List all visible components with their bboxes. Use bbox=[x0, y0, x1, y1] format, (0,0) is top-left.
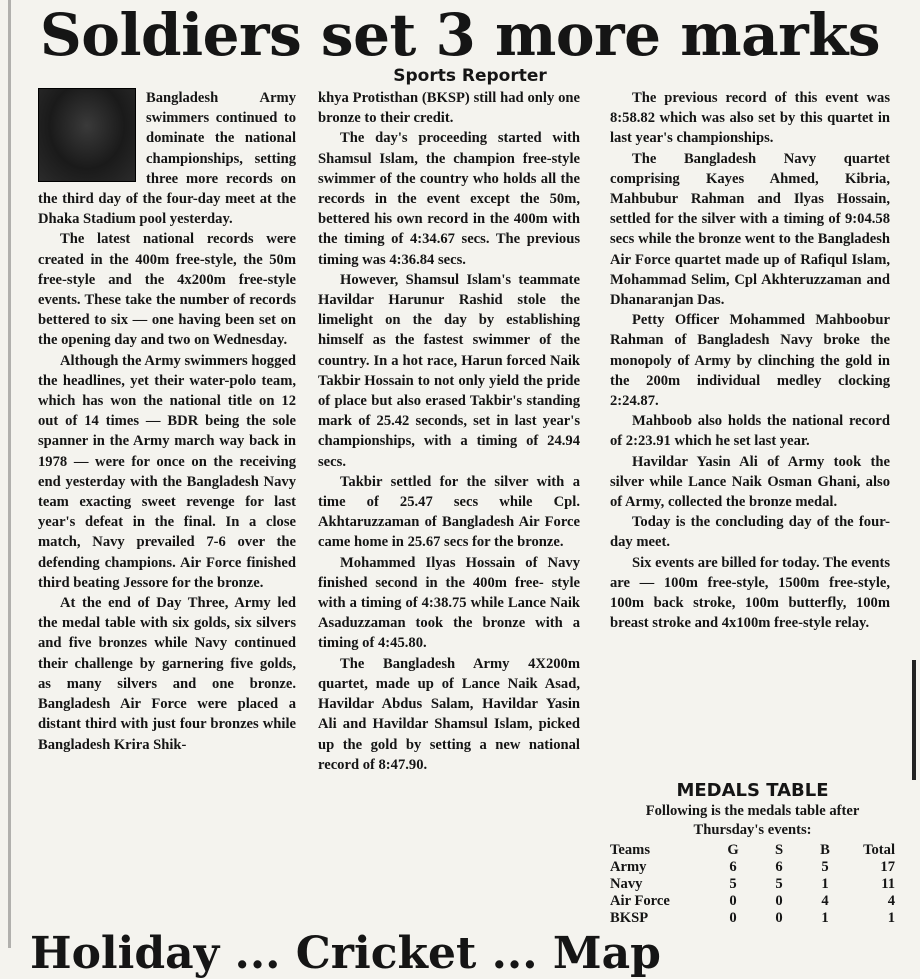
paragraph: Mahboob also holds the national record of 2:23.91 which he set last year. bbox=[610, 413, 890, 450]
bronze-cell: 5 bbox=[821, 859, 829, 875]
paragraph: Mohammed Ilyas Hossain of Navy finished second in the 400m free- style with a timing of 4:38.75 while Lance Naik Asaduzzaman took the bronze with a timing of 4:45.80. bbox=[318, 554, 580, 652]
gold-cell: 0 bbox=[729, 910, 737, 926]
paragraph: Today is the concluding day of the four-day meet. bbox=[610, 514, 890, 551]
paragraph: Petty Officer Mohammed Mahboobur Rahman of Bangladesh Navy broke the monopoly of Army by clinching the gold in the 200m individual medley clocking 2:24.87. bbox=[610, 312, 890, 410]
table-row bbox=[610, 893, 895, 910]
gold-cell: 5 bbox=[729, 876, 737, 892]
silver-cell: 6 bbox=[775, 859, 783, 875]
bronze-cell: 4 bbox=[821, 893, 829, 909]
medals-table bbox=[610, 842, 895, 927]
silver-cell: 0 bbox=[775, 910, 783, 926]
gold-cell: 0 bbox=[729, 893, 737, 909]
column-header: B bbox=[820, 842, 830, 858]
bronze-cell: 1 bbox=[821, 910, 829, 926]
total-cell: 4 bbox=[887, 893, 895, 909]
paragraph: At the end of Day Three, Army led the medal table with six golds, six silvers and five bronzes while Navy continued their challenge by garnering five golds, as many silvers and one bronze. Bangladesh Air Force were placed a distant third with just four bronzes while Bangladesh Krira Shik- bbox=[38, 595, 296, 753]
paragraph: The day's proceeding started with Shamsul Islam, the champion free-style swimmer of the country who holds all the records in the event except the 50m, bettered his own record in the 400m with the timing of 4:34.67 secs. The previous timing was 4:36.84 secs. bbox=[318, 130, 580, 268]
paragraph: The previous record of this event was 8:58.82 which was also set by this quartet in last year's championships. bbox=[610, 90, 890, 147]
medals-table-title: MEDALS TABLE bbox=[676, 780, 829, 801]
column-header: Total bbox=[863, 842, 895, 858]
paragraph: The Bangladesh Army 4X200m quartet, made up of Lance Naik Asad, Havildar Abdus Salam, Havildar Yasin Ali and Havildar Shamsul Islam, picked up the gold by setting a new national record of 8:47.90. bbox=[318, 655, 580, 773]
paragraph: Six events are billed for today. The events are — 100m free-style, 1500m free-style, 100m back stroke, 100m butterfly, 100m breast stroke and 4x100m free-style relay. bbox=[610, 554, 890, 632]
paragraph: khya Protisthan (BKSP) still had only one bronze to their credit. bbox=[318, 90, 580, 127]
column-rule bbox=[8, 0, 11, 948]
silver-cell: 5 bbox=[775, 876, 783, 892]
paragraph: However, Shamsul Islam's teammate Havildar Harunur Rashid stole the limelight on the day by establishing himself as the fastest swimmer of the country. In a hot race, Harun forced Naik Takbir Hossain to not only yield the pride of place but also erased Takbir's standing mark of 25.42 seconds, set in last year's championships, with a timing of 24.94 secs. bbox=[318, 271, 580, 470]
table-row bbox=[610, 910, 895, 927]
page-edge-mark bbox=[912, 660, 916, 780]
team-cell: BKSP bbox=[610, 910, 649, 926]
medals-table-intro: Following is the medals table after Thursday's events: bbox=[645, 803, 860, 838]
article-column-2 bbox=[318, 88, 580, 933]
paragraph: Although the Army swimmers hogged the headlines, yet their water-polo team, which has won the national title on 12 out of 14 times — BDR being the sole spanner in the Army march way back in 1978 — were for once on the receiving end yesterday with the Bangladesh Navy team exacting sweet revenge for last year's defeat in the final. In a close match, Navy prevailed 7-6 over the defending champions. Air Force finished third beating Jessore for the bronze. bbox=[38, 352, 296, 591]
gold-cell: 6 bbox=[729, 859, 737, 875]
team-cell: Navy bbox=[610, 876, 643, 892]
paragraph: Bangladesh Army swimmers continued to dominate the national championships, setting three more records on the third day of the four-day meet at the Dhaka Stadium pool yesterday. bbox=[38, 90, 296, 228]
paragraph: The Bangladesh Navy quartet comprising Kayes Ahmed, Kibria, Mahbubur Rahman and Ilyas Hossain, settled for the silver with a timing of 9:04.58 secs while the bronze went to the Bangladesh Air Force quartet made up of Rafiqul Islam, Mohammad Selim, Cpl Akhteruzzaman and Dhanaranjan Das. bbox=[610, 150, 890, 309]
paragraph: Havildar Yasin Ali of Army took the silver while Lance Naik Osman Ghani, also of Army, collected the bronze medal. bbox=[610, 453, 890, 511]
bronze-cell: 1 bbox=[821, 876, 829, 892]
team-cell: Army bbox=[610, 859, 647, 875]
byline: Sports Reporter bbox=[393, 66, 547, 86]
total-cell: 11 bbox=[881, 876, 895, 892]
column-header: S bbox=[774, 842, 784, 858]
headline: Soldiers set 3 more marks bbox=[39, 1, 881, 69]
column-header: G bbox=[727, 842, 739, 858]
article-column-1 bbox=[38, 88, 296, 933]
table-row bbox=[610, 876, 895, 893]
team-cell: Air Force bbox=[610, 893, 670, 909]
table-header-row bbox=[610, 842, 895, 859]
next-headline-text: Holiday ... Cricket ... Map bbox=[30, 928, 661, 979]
total-cell: 1 bbox=[887, 910, 895, 926]
medals-table-box bbox=[610, 780, 895, 940]
reporter-photo bbox=[38, 88, 136, 182]
total-cell: 17 bbox=[880, 859, 895, 875]
paragraph: Takbir settled for the silver with a time of 25.47 secs while Cpl. Akhtaruzzaman of Bangladesh Air Force came home in 25.67 secs for the bronze. bbox=[318, 473, 580, 551]
paragraph: The latest national records were created in the 400m free-style, the 50m free-style and the 4x200m free-style events. These take the number of records bettered to six — one having been set on the opening day and two on Wednesday. bbox=[38, 231, 296, 349]
next-article-headline-fragment bbox=[0, 928, 920, 979]
table-row bbox=[610, 859, 895, 876]
silver-cell: 0 bbox=[775, 893, 783, 909]
article-column-3 bbox=[610, 88, 890, 778]
column-header: Teams bbox=[610, 842, 651, 858]
